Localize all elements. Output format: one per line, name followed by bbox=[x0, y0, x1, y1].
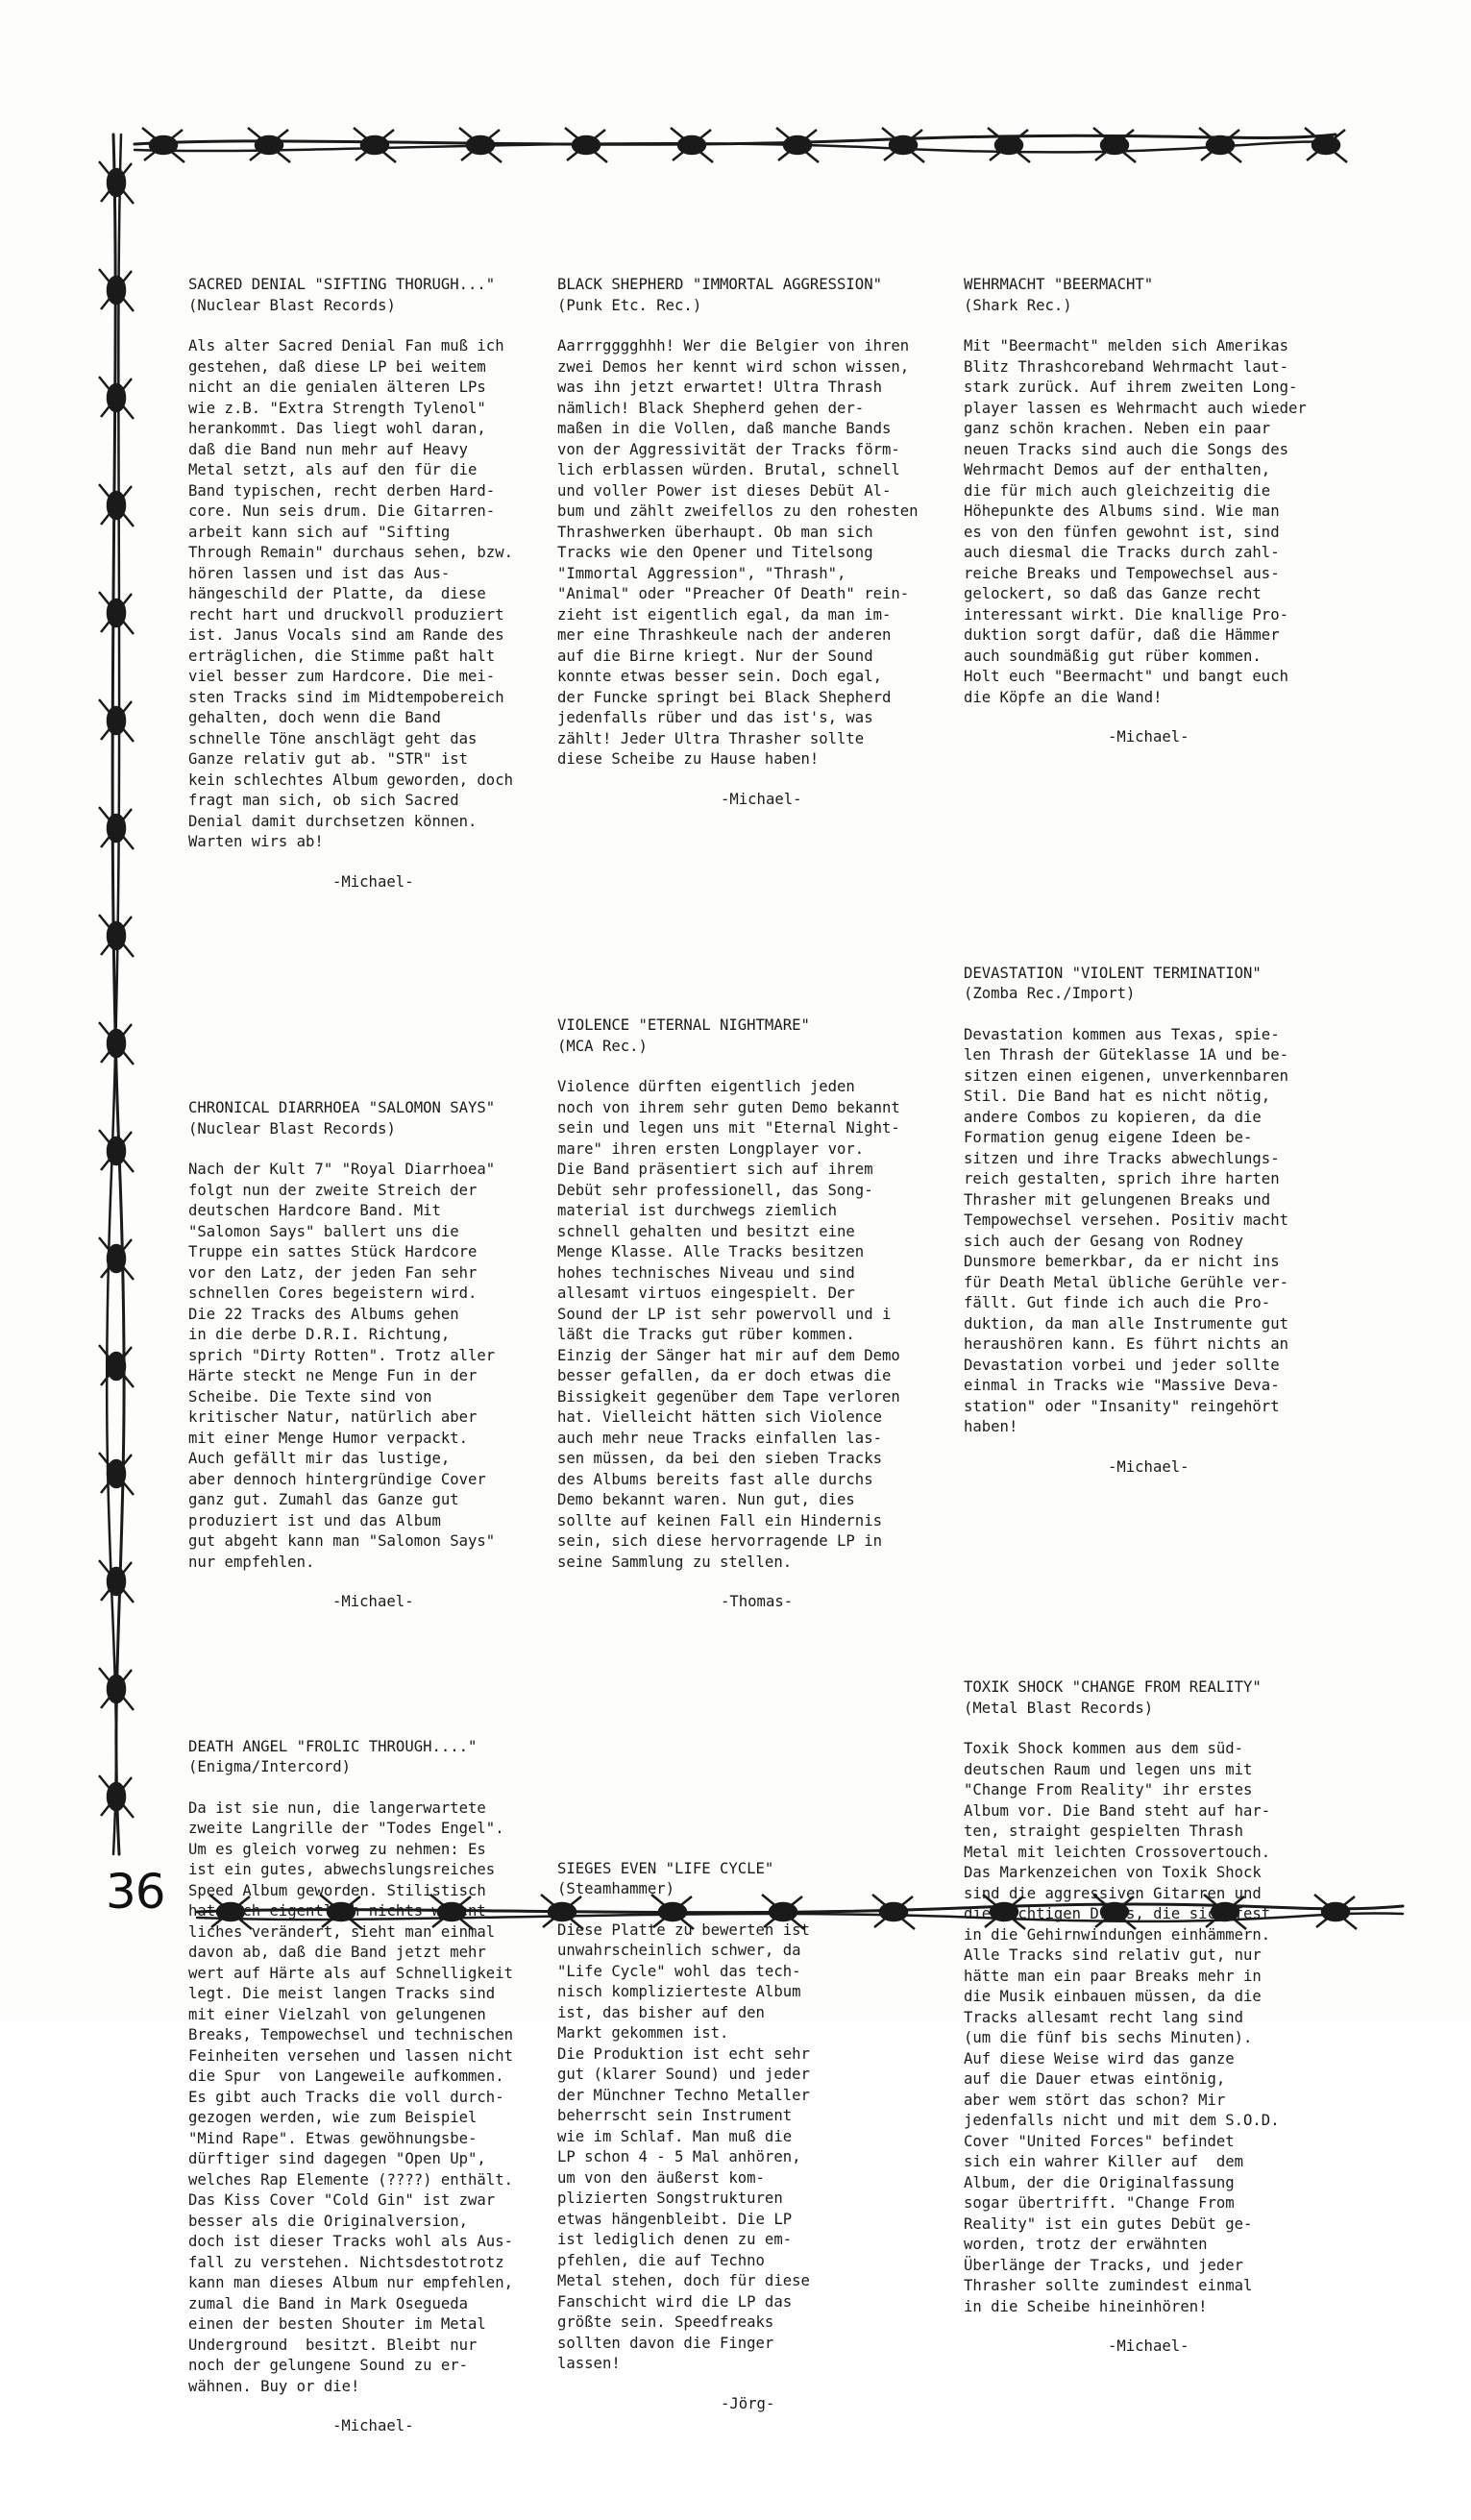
record-label: (Shark Rec.) bbox=[964, 296, 1072, 314]
review-title: TOXIK SHOCK "CHANGE FROM REALITY" bbox=[964, 1678, 1262, 1696]
review-toxik-shock bbox=[964, 1636, 1290, 2399]
review-signature: -Michael- bbox=[1108, 1457, 1189, 1476]
review-signature: -Michael- bbox=[1108, 2337, 1189, 2355]
barb-knot-top bbox=[248, 128, 290, 162]
column-3 bbox=[964, 192, 1307, 2440]
barb-knot-left bbox=[99, 592, 134, 634]
barb-knot-left bbox=[99, 1560, 134, 1603]
review-body: Aarrrgggghhh! Wer die Belgier von ihren zwei Demos her kennt wird schon wissen, was ihn jetzt erwartet! Ultra Thrash nämlich! Black Shepherd gehen der- maßen in die Vollen, daß manche Bands von der Aggressivität der Tracks förm- lich erblassen würden. Brutal, schnell und voller Power ist dieses Debüt Al- bum und zählt zweifellos zu den rohesten Thrashwerken überhaupt. Ob man sich Tracks wie den Opener und Titelsong "Immortal Aggression", "Thrash", "Animal" oder "Preacher Of Death" rein- zieht ist eigentlich egal, da man im- mer eine Thrashkeule nach der anderen auf die Birne kriegt. Nur der Sound konnte etwas besser sein. Doch egal, der Funcke springt bei Black Shepherd jedenfalls rüber und das ist's, was zählt! Jeder Ultra Thrasher sollte diese Scheibe zu Hause haben! bbox=[557, 337, 919, 768]
review-signature: -Michael- bbox=[1108, 728, 1189, 746]
review-title: DEATH ANGEL "FROLIC THROUGH...." bbox=[188, 1737, 478, 1755]
record-label: (Enigma/Intercord) bbox=[188, 1758, 351, 1775]
barb-knot-left bbox=[99, 161, 134, 204]
review-body: Als alter Sacred Denial Fan muß ich gestehen, daß diese LP bei weitem nicht an die genialen älteren LPs wie z.B. "Extra Strength Tylenol" herankommt. Das liegt wohl daran, daß die Band nun mehr auf Heavy Metal setzt, als auf den für die Band typischen, recht derben Hard- core. Nun seis drum. Die Gitarren- arbeit kann sich auf "Sifting Through Remain" durchaus sehen, bzw. hören lassen und ist das Aus- hängeschild der Platte, da diese recht hart und druckvoll produziert ist. Janus Vocals sind am Rande des erträglichen, die Stimme paßt halt viel besser zum Hardcore. Die mei- sten Tracks sind im Midtempobereich gehalten, doch wenn die Band schnelle Töne anschlägt geht das Ganze relativ gut ab. "STR" ist kein schlechtes Album geworden, doch fragt man sich, ob sich Sacred Denial damit durchsetzen können. Warten wirs ab! bbox=[188, 337, 513, 850]
review-signature: -Thomas- bbox=[721, 1593, 794, 1610]
column-2 bbox=[557, 192, 922, 2497]
review-black-shepherd bbox=[557, 233, 922, 851]
barb-knot-left bbox=[99, 807, 134, 849]
barb-knot-left bbox=[99, 915, 134, 957]
barb-knot-bottom bbox=[1314, 1895, 1357, 1929]
review-sacred-denial bbox=[188, 233, 544, 934]
review-body: Toxik Shock kommen aus dem süd- deutschen Raum und legen uns mit "Change From Reality" ihr erstes Album vor. Die Band steht auf har- ten, straight gespielten Thrash Metal mit leichten Crossovertouch. Das Markenzeichen von Toxik Shock sind die aggressiven Gitarren und die wuchtigen Drums, die sich fest in die Gehirnwindungen einhämmern. Alle Tracks sind relativ gut, nur hätte man ein paar Breaks mehr in die Musik einbauen müssen, da die Tracks allesamt recht lang sind (um die fünf bis sechs Minuten). Auf diese Weise wird das ganze auf die Dauer etwas eintönig, aber wem stört das schon? Mir jedenfalls nicht und mit dem S.O.D. Cover "United Forces" befindet sich ein wahrer Killer auf dem Album, der die Originalfassung sogar übertrifft. "Change From Reality" ist ein gutes Debüt ge- worden, trotz der erwähnten Überlänge der Tracks, und jeder Thrasher sollte zumindest einmal in die Scheibe hineinhören! bbox=[964, 1740, 1280, 2315]
review-title: DEVASTATION "VIOLENT TERMINATION" bbox=[964, 964, 1262, 982]
review-title: SIEGES EVEN "LIFE CYCLE" bbox=[557, 1859, 774, 1877]
review-signature: -Michael- bbox=[332, 2417, 414, 2434]
review-title: BLACK SHEPHERD "IMMORTAL AGGRESSION" bbox=[557, 276, 882, 293]
record-label: (Nuclear Blast Records) bbox=[188, 1119, 396, 1138]
review-signature: -Michael- bbox=[721, 790, 802, 808]
review-body: Diese Platte zu bewerten ist unwahrscheinlich schwer, da "Life Cycle" wohl das tech- nisch komplizierteste Album ist, das bisher auf den Markt gekommen ist. Die Produktion ist echt sehr gut (klarer Sound) und jeder der Münchner Techno Metaller beherrscht sein Instrument wie im Schlaf. Man muß die LP schon 4 - 5 Mal anhören, um von den äußerst kom- plizierten Songstrukturen etwas hängenbleibt. Die LP ist lediglich denen zu em- pfehlen, die auf Techno Metal stehen, doch für diese Fanschicht wird die LP das größte sein. Speedfreaks sollten davon die Finger lassen! bbox=[557, 1921, 810, 2372]
barb-knot-top bbox=[988, 128, 1030, 162]
barb-knot-top bbox=[1093, 128, 1136, 162]
barb-knot-left bbox=[99, 1345, 134, 1387]
barb-knot-left bbox=[99, 699, 134, 742]
barb-knot-top bbox=[1305, 128, 1347, 162]
review-death-angel bbox=[188, 1696, 544, 2479]
barb-knot-left bbox=[99, 1130, 134, 1172]
review-signature: -Jörg- bbox=[721, 2394, 775, 2412]
review-body: Violence dürften eigentlich jeden noch von ihrem sehr guten Demo bekannt sein und legen uns mit "Eternal Night- mare" ihren ersten Longplayer vor. Die Band präsentiert sich auf ihrem Debüt sehr professionell, das Song- material ist durchwegs ziemlich schnell gehalten und besitzt eine Menge Klasse. Alle Tracks besitzen hohes technisches Niveau und sind allesamt virtuos eingespielt. Der Sound der LP ist sehr powervoll und i läßt die Tracks gut rüber kommen. Einzig der Sänger hat mir auf dem Demo besser gefallen, da er doch etwas die Bissigkeit gegenüber dem Tape verloren hat. Vielleicht hätten sich Violence auch mehr neue Tracks einfallen las- sen müssen, da bei den sieben Tracks des Albums bereits fast alle durchs Demo bekannt waren. Nun gut, dies sollte auf keinen Fall ein Hindernis sein, sich diese hervorragende LP in seine Sammlung zu stellen. bbox=[557, 1078, 900, 1571]
barb-knot-left bbox=[99, 1237, 134, 1280]
review-body: Da ist sie nun, die langerwartete zweite Langrille der "Todes Engel". Um es gleich vorweg zu nehmen: Es ist ein gutes, abwechslungsreiches Speed Album geworden. Stilistisch hat sich eigentlich nichts wesent- liches verändert, sieht man einmal davon ab, daß die Band jetzt mehr wert auf Härte als auf Schnelligkeit legt. Die meist langen Tracks sind mit einer Vielzahl von gelungenen Breaks, Tempowechsel und technischen Feinheiten versehen und lassen nicht die Spur von Langeweile aufkommen. Es gibt auch Tracks die voll durch- gezogen werden, wie zum Beispiel "Mind Rape". Etwas gewöhnungsbe- dürftiger sind dagegen "Open Up", welches Rap Elemente (????) enthält. Das Kiss Cover "Cold Gin" ist zwar besser als die Originalversion, doch ist dieser Tracks wohl als Aus- fall zu verstehen. Nichtsdestotrotz kann man dieses Album nur empfehlen, zumal die Band in Mark Osegueda einen der besten Shouter im Metal Underground besitzt. Bleibt nur noch der gelungene Sound zu er- wähnen. Buy or die! bbox=[188, 1798, 513, 2395]
record-label: (Zomba Rec./Import) bbox=[964, 985, 1136, 1002]
review-signature: -Michael- bbox=[332, 1593, 414, 1610]
review-body: Devastation kommen aus Texas, spie- len Thrash der Güteklasse 1A und be- sitzen einen eigenen, unverkennbaren Stil. Die Band hat es nicht nötig, andere Combos zu kopieren, da die Formation genug eigene Ideen be- sitzen und ihre Tracks abwechlungs- reich gestalten, sprich ihre harten Thrasher mit gelungenen Breaks und Tempowechsel versehen. Positiv macht sich auch der Gesang von Rodney Dunsmore bemerkbar, da er nicht ins für Death Metal übliche Gerühle ver- fällt. Gut finde ich auch die Pro- duktion, da man alle Instrumente gut heraushören kann. Es führt nichts an Devastation vorbei und jeder sollte einmal in Tracks wie "Massive Deva- station" oder "Insanity" reingehört haben! bbox=[964, 1025, 1288, 1435]
review-wehrmacht bbox=[964, 233, 1307, 790]
column-1 bbox=[188, 192, 544, 2520]
review-title: VIOLENCE "ETERNAL NIGHTMARE" bbox=[557, 1016, 810, 1034]
barb-knot-left bbox=[99, 1453, 134, 1495]
review-title: WEHRMACHT "BEERMACHT" bbox=[964, 276, 1154, 293]
page-number: 36 bbox=[106, 1864, 165, 1920]
record-label: (Punk Etc. Rec.) bbox=[557, 296, 702, 314]
review-sieges-even bbox=[557, 1818, 922, 2457]
barb-knot-top bbox=[882, 128, 924, 162]
review-violence bbox=[557, 974, 922, 1654]
barb-knot-top bbox=[142, 128, 184, 162]
review-title: SACRED DENIAL "SIFTING THORUGH..." bbox=[188, 276, 496, 293]
record-label: (Metal Blast Records) bbox=[964, 1699, 1154, 1717]
record-label: (MCA Rec.) bbox=[557, 1037, 648, 1055]
record-label: (Nuclear Blast Records) bbox=[188, 296, 396, 314]
record-label: (Steamhammer) bbox=[557, 1880, 675, 1897]
review-signature: -Michael- bbox=[332, 872, 414, 891]
review-title: CHRONICAL DIARRHOEA "SALOMON SAYS" bbox=[188, 1099, 496, 1116]
review-body: Mit "Beermacht" melden sich Amerikas Blitz Thrashcoreband Wehrmacht laut- stark zurück. Auf ihrem zweiten Long- player lassen es Wehrmacht auch wieder ganz schön krachen. Neben ein paar neuen Tracks sind auch die Songs des Wehrmacht Demos auf der enthalten, die für mich auch gleichzeitig die Höhepunkte des Albums sind. Wie man es von den fünfen gewohnt ist, sind auch diesmal die Tracks durch zahl- reiche Breaks und Tempowechsel aus- gelockert, so daß das Ganze recht interessant wirkt. Die knallige Pro- duktion sorgt dafür, daß die Hämmer auch soundmäßig gut rüber kommen. Holt euch "Beermacht" und bangt euch die Köpfe an die Wand! bbox=[964, 337, 1307, 706]
review-chronical-diarrhoea bbox=[188, 1057, 544, 1654]
barb-knot-top bbox=[354, 128, 396, 162]
barb-knot-left bbox=[99, 484, 134, 526]
review-devastation bbox=[964, 922, 1290, 1520]
review-body: Nach der Kult 7" "Royal Diarrhoea" folgt nun der zweite Streich der deutschen Hardcore Band. Mit "Salomon Says" ballert uns die Truppe ein sattes Stück Hardcore vor den Latz, der jeden Fan sehr schnellen Cores begeistern wird. Die 22 Tracks des Albums gehen in die derbe D.R.I. Richtung, sprich "Dirty Rotten". Trotz aller Härte steckt ne Menge Fun in der Scheibe. Die Texte sind von kritischer Natur, natürlich aber mit einer Menge Humor verpackt. Auch gefällt mir das lustige, aber dennoch hintergründige Cover ganz gut. Zumahl das Ganze gut produziert ist und das Album gut abgeht kann man "Salomon Says" nur empfehlen. bbox=[188, 1161, 496, 1571]
